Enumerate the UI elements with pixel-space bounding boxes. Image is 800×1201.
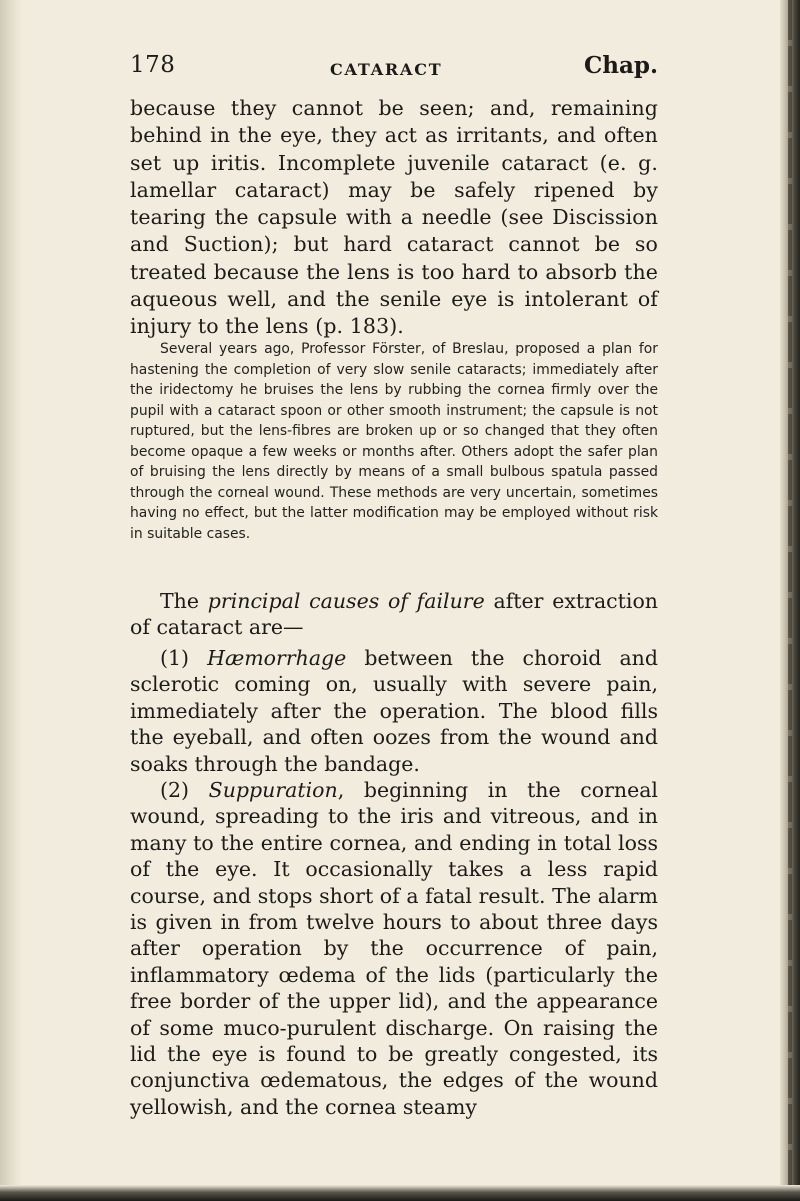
item-title: Suppuration [208,778,338,802]
running-title: CATARACT [330,60,443,79]
small-print-note [130,339,658,544]
page-header [130,52,658,86]
chapter-label: Chap. [583,52,658,79]
paragraph-text: because they cannot be seen; and, remaining behind in the eye, they act as irritants, and often set up iritis. Incomplete juvenile cataract (e. g. lamellar cataract) may be safely ripened by tearing the capsule with a needle (see Discission and Suction); but hard cataract cannot be so treated because the lens is too hard to absorb the aqueous well, and the senile eye is intolerant of injury to the lens (p. 183). [130,96,658,339]
principal-pre: The [160,589,208,613]
item-body: , beginning in the corneal wound, spreading to the iris and vitreous, and in many to the entire cornea, and ending in total loss of the eye. It occasionally takes a less rapid course, and stops short of a fatal result. The alarm is given in from twelve hours to about three days after operation by the occurrence of pain, inflammatory œdema of the lids (particularly the free border of the upper lid), and the appearance of some muco-purulent discharge. On raising the lid the eye is found to be greatly congested, its conjunctiva œdematous, the edges of the wound yellowish, and the cornea steamy [130,778,658,1119]
cause-item-text [130,645,658,777]
cause-item-1 [130,645,658,777]
cause-item-text [130,777,658,1120]
item-body: between the choroid and sclerotic coming on, usually with severe pain, immediately after the operation. The blood fills the eyeball, and often oozes from the wound and soaks through the bandage. [130,646,658,776]
scan-bottom-edge [0,1185,800,1201]
principal-post: after extraction of cataract are— [130,589,658,639]
scan-binding-strip [788,0,792,1201]
small-print-text: Several years ago, Professor Förster, of Breslau, proposed a plan for hastening the completion of very slow senile cataracts; immediately after the iridectomy he bruises the lens by rubbing the cornea firmly over the pupil with a cataract spoon or other smooth instrument; the capsule is not ruptured, but the lens-fibres are broken up or so changed that they often become opaque a few weeks or months after. Others adopt the safer plan of bruising the lens directly by means of a small bulbous spatula passed through the corneal wound. These methods are very uncertain, sometimes having no effect, but the latter modification may be employed without risk in suitable cases. [130,341,658,542]
principal-italic: principal causes of failure [207,589,485,613]
cause-item-2 [130,777,658,1120]
item-number: (1) [160,646,208,670]
item-number: (2) [160,778,209,802]
principal-causes-text [130,588,658,640]
body-paragraph [130,95,658,341]
principal-causes-intro [130,588,658,640]
scan-left-edge [0,0,22,1201]
page-number: 178 [130,52,176,78]
item-title: Hæmorrhage [207,646,347,670]
